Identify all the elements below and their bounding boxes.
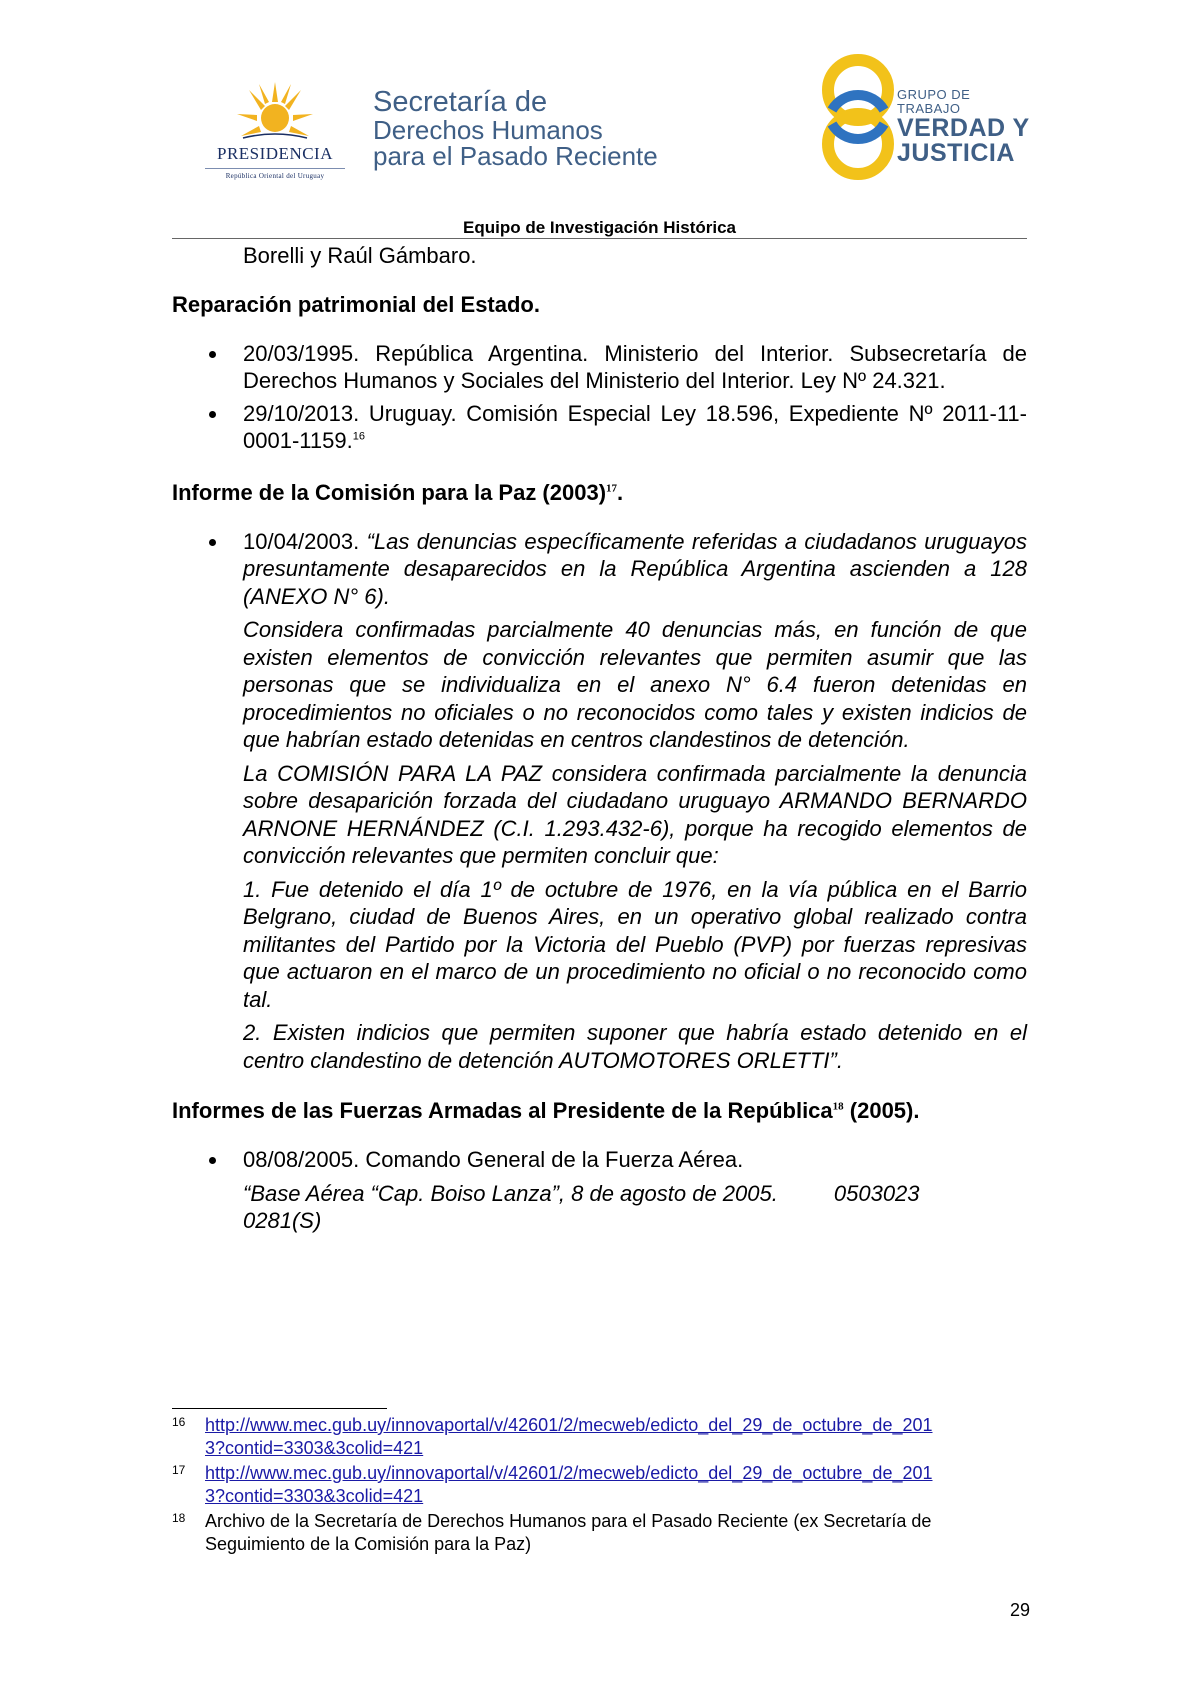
list-item: [243, 528, 1027, 611]
section-title-comision: [172, 479, 1027, 506]
footnote-number: 17: [172, 1463, 186, 1477]
footnote-link-line-1: http://www.mec.gub.uy/innovaportal/v/42601/2/mecweb/edicto_del_29_de_octubre_de_201: [205, 1463, 933, 1483]
quote-paragraph: La COMISIÓN PARA LA PAZ considera confirmada parcialmente la denuncia sobre desaparición forzada del ciudadano uruguayo ARMANDO BERNARDO ARNONE HERNÁNDEZ (C.I. 1.293.432-6), porque ha recogido elementos de convicción relevantes que permiten concluir que:: [243, 760, 1027, 868]
footnote-number: 18: [172, 1511, 186, 1525]
quote-paragraph: 2. Existen indicios que permiten suponer que habría estado detenido en el centro clandestino de detención AUTOMOTORES ORLETTI”.: [243, 1020, 1027, 1073]
footnote-ref[interactable]: 17: [606, 482, 618, 495]
continued-line: Borelli y Raúl Gámbaro.: [243, 243, 477, 268]
footnote-ref[interactable]: 16: [352, 430, 365, 443]
footnote-link[interactable]: [205, 1463, 933, 1506]
grupo-trabajo-text: [897, 88, 1037, 166]
header-rule: [172, 238, 1027, 239]
section-title-end: .: [617, 479, 624, 505]
list-item-text: 29/10/2013. Uruguay. Comisión Especial Ley 18.596, Expediente Nº 2011-11-0001-1159.: [243, 400, 1027, 453]
section-title-text: Informe de la Comisión para la Paz (2003): [172, 479, 607, 505]
quote-paragraph: Considera confirmadas parcialmente 40 denuncias más, en función de que existen elementos de convicción relevantes que permiten asumir que las personas que se individualiza en el anexo N° 6.4 fueron detenidas en procedimientos no oficiales o no reconocidos como tales y existen indicios de que habrían estado detenidas en centros clandestinos de detención.: [243, 617, 1027, 752]
secretaria-title: [373, 88, 713, 169]
list-item: 08/08/2005. Comando General de la Fuerza Aérea.: [243, 1146, 1027, 1174]
justicia-label: JUSTICIA: [897, 139, 1015, 167]
list-item: [243, 400, 1027, 455]
footnote-text: Archivo de la Secretaría de Derechos Humanos para el Pasado Reciente (ex Secretaría de Seguimiento de la Comisión para la Paz): [205, 1511, 932, 1554]
section-title-reparacion: Reparación patrimonial del Estado.: [172, 291, 540, 317]
presidencia-subtitle: República Oriental del Uruguay: [225, 172, 325, 180]
footnote: [172, 1510, 1027, 1556]
presidencia-divider: [205, 168, 345, 169]
list-item: 20/03/1995. República Argentina. Ministerio del Interior. Subsecretaría de Derechos Humanos y Sociales del Ministerio del Interior. Ley Nº 24.321.: [243, 340, 1027, 393]
quote-code: 0503023: [833, 1180, 920, 1206]
quote-paragraph: [243, 1180, 1027, 1208]
footnote-link[interactable]: [205, 1415, 933, 1458]
page-content: [172, 242, 1027, 1235]
footnotes: [172, 1414, 1027, 1558]
item-quote: “Las denuncias específicamente referidas a ciudadanos uruguayos presuntamente desaparecidos en la República Argentina ascienden a 128 (ANEXO N° 6).: [243, 528, 1027, 609]
equipo-title: Equipo de Investigación Histórica: [463, 218, 736, 237]
secretaria-line-2: Derechos Humanos: [373, 115, 603, 145]
section-title-end: (2005).: [843, 1098, 920, 1123]
footnote-ref[interactable]: 18: [832, 1100, 844, 1113]
section-title-text: Informes de las Fuerzas Armadas al Presidente de la República: [172, 1098, 833, 1123]
footnote-link-line-2: 3?contid=3303&3colid=421: [205, 1486, 424, 1506]
page-number: 29: [1009, 1600, 1030, 1620]
secretaria-line-1: Secretaría de: [373, 86, 548, 118]
footnote-separator: [172, 1408, 387, 1409]
footnote-link-line-2: 3?contid=3303&3colid=421: [205, 1438, 424, 1458]
footnote-number: 16: [172, 1415, 186, 1429]
quote-code-line: 0281(S): [243, 1208, 322, 1233]
page-header: [0, 0, 1190, 240]
secretaria-line-3: para el Pasado Reciente: [373, 141, 658, 171]
sun-emblem-icon: [235, 80, 315, 150]
grupo-trabajo-label: GRUPO DE TRABAJO: [897, 87, 971, 116]
footnote: [172, 1462, 1027, 1508]
presidencia-name: PRESIDENCIA: [216, 144, 333, 163]
verdad-label: VERDAD Y: [897, 114, 1030, 142]
presidencia-logo: [195, 80, 355, 180]
footnote-link-line-1: http://www.mec.gub.uy/innovaportal/v/42601/2/mecweb/edicto_del_29_de_octubre_de_201: [205, 1415, 933, 1435]
quote-text: “Base Aérea “Cap. Boiso Lanza”, 8 de agosto de 2005.: [243, 1180, 778, 1206]
footnote: [172, 1414, 1027, 1460]
item-date: 10/04/2003.: [243, 528, 367, 554]
quote-paragraph: 1. Fue detenido el día 1º de octubre de 1976, en la vía pública en el Barrio Belgrano, ciudad de Buenos Aires, en un operativo global realizado contra militantes del Partido por la Victoria del Pueblo (PVP) por fuerzas represivas que actuaron en el marco de un procedimiento no oficial o no reconocido como tal.: [243, 876, 1027, 1012]
section-title-informes: [172, 1097, 1027, 1124]
